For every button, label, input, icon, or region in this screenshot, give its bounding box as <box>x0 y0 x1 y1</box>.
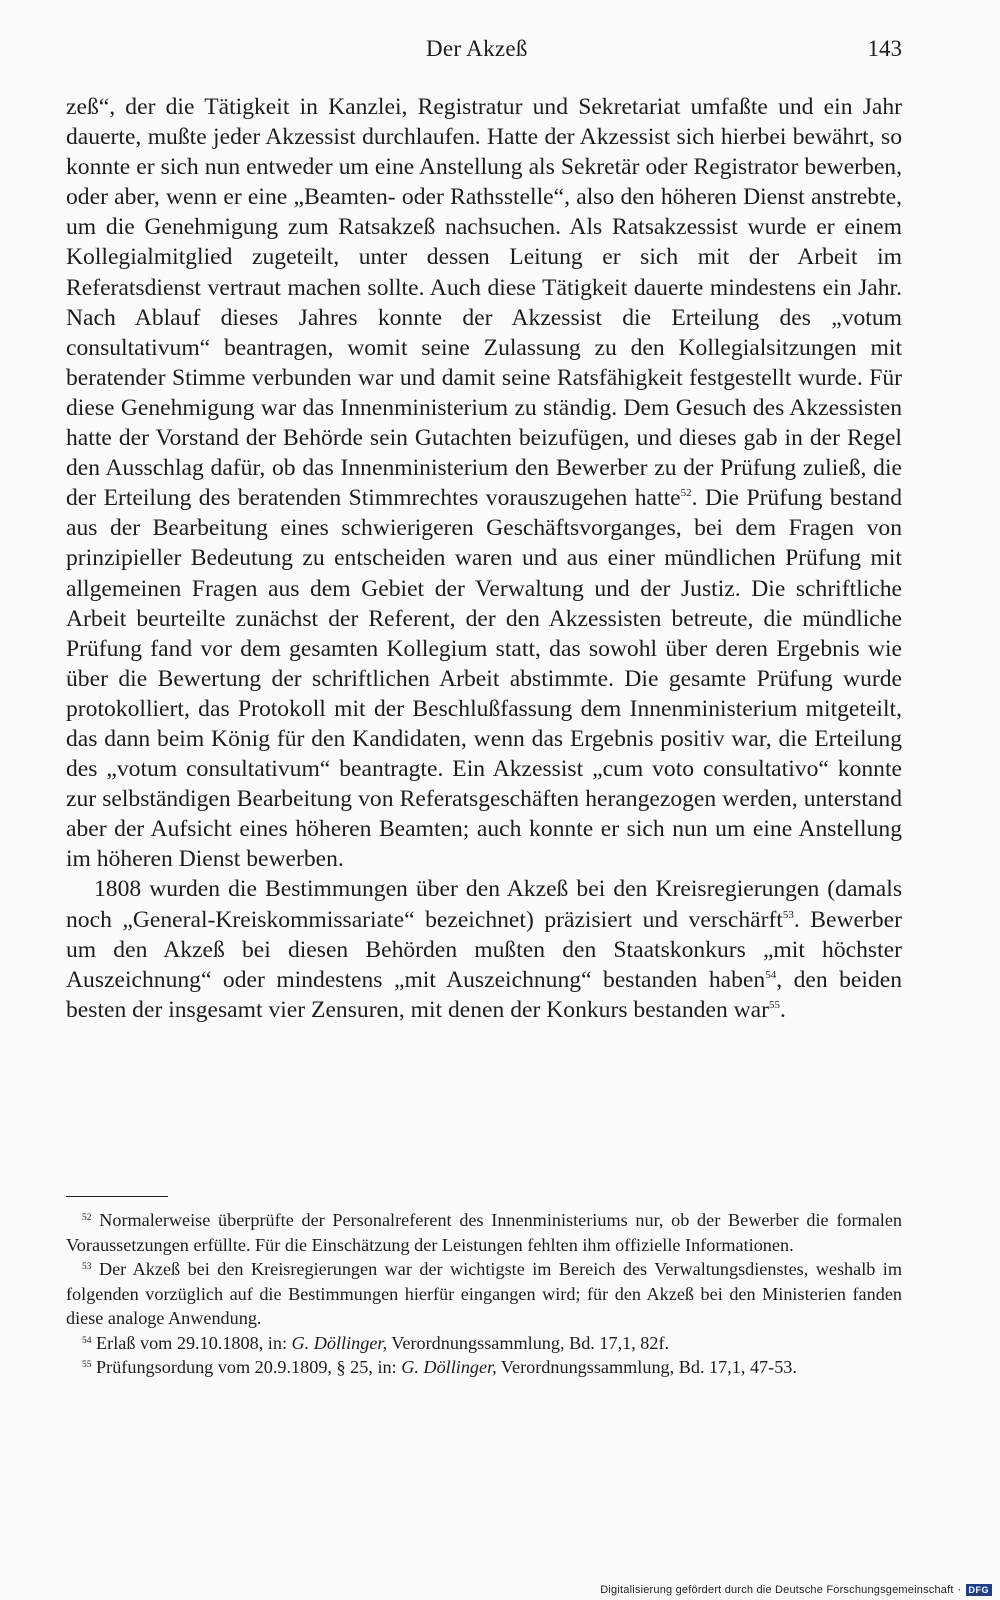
footnote-number: 53 <box>82 1262 92 1272</box>
digitization-credit: Digitalisierung gefördert durch die Deutsche Forschungsgemeinschaft · DFG <box>600 1584 992 1596</box>
dfg-logo-icon: DFG <box>966 1584 993 1596</box>
running-title: Der Akzeß <box>426 36 528 61</box>
footnote-author: G. Döllinger, <box>291 1332 388 1353</box>
footnote-divider <box>66 1196 168 1197</box>
footnote-text-pre: Prüfungsordung vom 20.9.1809, § 25, in: <box>96 1357 402 1377</box>
footnote-text-pre: Erlaß vom 29.10.1808, in: <box>96 1332 292 1353</box>
footnote-54 <box>66 1331 902 1356</box>
paragraph-2 <box>66 874 902 1024</box>
footnote-number: 54 <box>82 1335 92 1346</box>
paragraph-1-text-a: zeß“, der die Tätigkeit in Kanzlei, Registratur und Sekretariat umfaßte und ein Jahr dauerte, mußte jeder Akzessist durchlaufen. Hatte der Akzessist sich hierbei bewährt, so konnte er sich nun entweder um eine Anstellung als Sekretär oder Registrator bewerben, oder aber, wenn er eine „Beamten- oder Rathsstelle“, also den höheren Dienst anstrebte, um die Genehmigung zum Ratsakzeß nachsuchen. Als Ratsakzessist wurde er einem Kollegialmitglied zugeteilt, unter dessen Leitung er sich mit der Arbeit im Referatsdienst vertraut machen sollte. Auch diese Tätigkeit dauerte mindestens ein Jahr. Nach Ablauf dieses Jahres konnte der Akzessist die Erteilung des „votum consultativum“ beantragen, womit seine Zulassung zu den Kollegialsitzungen mit beratender Stimme verbunden war und damit seine Ratsfähigkeit festgestellt wurde. Für diese Genehmigung war das Innenministerium zu ständig. Dem Gesuch des Akzessisten hatte der Vorstand der Behörde sein Gutachten beizufügen, und dieses gab in der Regel den Ausschlag dafür, ob das Innenministerium den Bewerber zu der Prüfung zuließ, die der Erteilung des beratenden Stimmrechtes vorauszugehen hatte <box>66 94 902 512</box>
footnote-ref-52[interactable]: 52 <box>680 487 692 500</box>
footnotes <box>66 1208 902 1380</box>
paragraph-1-text-b: . Die Prüfung bestand aus der Bearbeitung eines schwierigeren Geschäftsvorganges, bei dem Fragen von prinzipieller Bedeutung zu entscheiden waren und aus einer mündlichen Prüfung mit allgemeinen Fragen aus dem Gebiet der Verwaltung und der Justiz. Die schriftliche Arbeit beurteilte zunächst der Referent, der den Akzessisten betreute, die mündliche Prüfung fand vor dem gesamten Kollegium statt, das sowohl über deren Ergebnis wie über die Bewertung der schriftlichen Arbeit abstimmte. Die gesamte Prüfung wurde protokolliert, das Protokoll mit der Beschlußfassung dem Innenministerium mitgeteilt, das dann beim König für den Kandidaten, wenn das Ergebnis positiv war, die Erteilung des „votum consultativum“ beantragte. Ein Akzessist „cum voto consultativo“ konnte zur selbständigen Bearbeitung von Referatsgeschäften herangezogen werden, unterstand aber der Aufsicht eines höheren Beamten; auch konnte er sich nun um eine Anstellung im höheren Dienst bewerben. <box>66 485 902 873</box>
footnote-ref-54[interactable]: 54 <box>765 968 777 981</box>
page-number: 143 <box>867 36 902 61</box>
paragraph-2-text-c: , den beiden besten der insgesamt vier Zensuren, mit denen der Konkurs bestanden war <box>66 966 903 1023</box>
footnote-53 <box>66 1257 902 1331</box>
running-header <box>66 30 902 66</box>
credit-text: Digitalisierung gefördert durch die Deutsche Forschungsgemeinschaft <box>600 1584 954 1596</box>
paragraph-1 <box>66 92 902 874</box>
footnote-55 <box>66 1355 902 1380</box>
footnote-text-post: Verordnungssammlung, Bd. 17,1, 47-53. <box>496 1357 797 1377</box>
footnote-number: 52 <box>82 1213 92 1223</box>
footnote-text-post: Verordnungssammlung, Bd. 17,1, 82f. <box>387 1332 670 1353</box>
footnote-52 <box>66 1208 902 1257</box>
paragraph-2-text-d: . <box>780 996 786 1023</box>
footnote-text: Normalerweise überprüfte der Personalreferent des Innenministeriums nur, ob der Bewerber die formalen Voraussetzungen erfüllte. Für die Einschätzung der Leistungen fehlten ihm offizielle Informationen. <box>66 1210 902 1255</box>
footnote-number: 55 <box>82 1360 92 1370</box>
body-text <box>66 92 902 1025</box>
footnote-ref-53[interactable]: 53 <box>782 908 794 921</box>
footnote-ref-55[interactable]: 55 <box>769 998 781 1011</box>
footnote-text: Der Akzeß bei den Kreisregierungen war der wichtigste im Bereich des Verwaltungsdienstes, weshalb im folgenden vorzüglich auf die Bestimmungen hierfür eingangen wird; für den Akzeß bei den Ministerien fanden diese analoge Anwendung. <box>66 1259 902 1328</box>
footnote-author: G. Döllinger, <box>401 1357 497 1377</box>
paragraph-2-text-b: . Bewerber um den Akzeß bei diesen Behörden mußten den Staatskonkurs „mit höchster Auszeichnung“ oder mindestens „mit Auszeichnung“ bestanden haben <box>66 906 903 993</box>
paragraph-2-text-a: 1808 wurden die Bestimmungen über den Akzeß bei den Kreisregierungen (damals noch „General-Kreiskommissariate“ bezeichnet) präzisiert und verschärft <box>66 876 902 933</box>
